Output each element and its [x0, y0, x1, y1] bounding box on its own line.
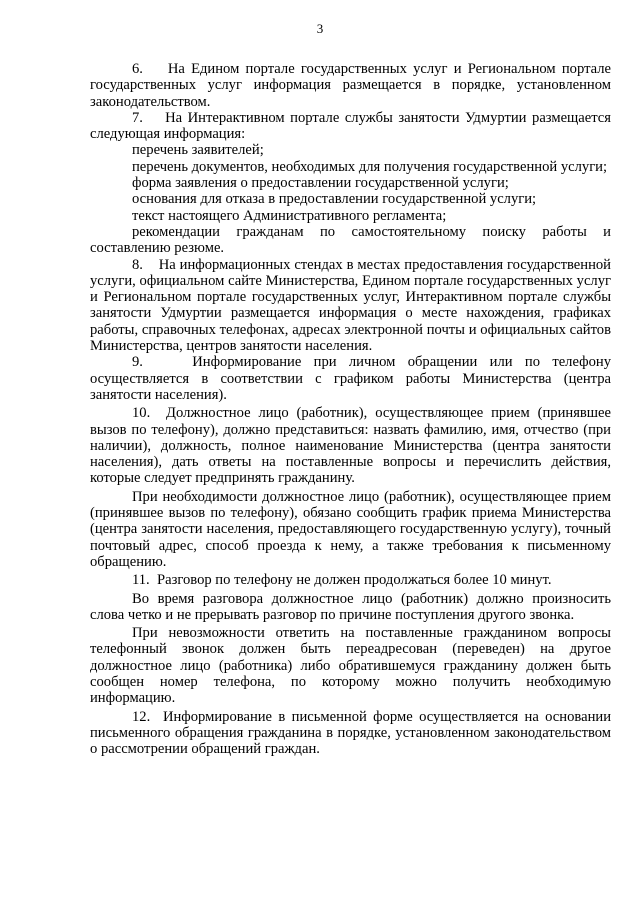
paragraph-11-continued: Во время разговора должностное лицо (работник) должно произносить слова четко и не прерывать разговор по причине поступления другого звонка. [90, 590, 611, 623]
paragraph-10: 10. Должностное лицо (работник), осуществляющее прием (принявшее вызов по телефону), должно представиться: назвать фамилию, имя, отчество (при наличии), должность, полное наименование Министерства (центра занятости населения), дать ответы на поставленные вопросы и перечислить действия, которые следует предпринять гражданину. [90, 405, 611, 487]
paragraph-12: 12. Информирование в письменной форме осуществляется на основании письменного обращения гражданина в порядке, установленном законодательством о рассмотрении обращений граждан. [90, 708, 611, 758]
paragraph-6: 6. На Едином портале государственных услуг и Региональном портале государственных услуг информация размещается в порядке, установленном законодательством. [90, 61, 611, 110]
list-item: перечень документов, необходимых для получения государственной услуги; [132, 158, 608, 175]
paragraph-9: 9. Информирование при личном обращении или по телефону осуществляется в соответствии с графиком работы Министерства (центра занятости населения). [90, 354, 611, 403]
document-body [90, 61, 611, 757]
list-item: перечень заявителей; [132, 142, 264, 159]
list-item: основания для отказа в предоставлении государственной услуги; [132, 191, 537, 208]
paragraph-10-continued: При необходимости должностное лицо (работник), осуществляющее прием (принявшее вызов по телефону), обязано сообщить график приема Министерства (центра занятости населения, предоставляющего государственную услугу), точный почтовый адрес, способ проезда к нему, а также требования к письменному обращению. [90, 488, 611, 570]
list-item: рекомендации гражданам по самостоятельному поиску работы и составлению резюме. [90, 223, 611, 257]
paragraph-11-continued-2: При невозможности ответить на поставленные гражданином вопросы телефонный звонок должен быть переадресован (переведен) на другое должностное лицо (работника) либо обратившемуся гражданину должен быть сообщен номер телефона, по которому можно получить необходимую информацию. [90, 625, 611, 707]
page-number: 3 [316, 21, 324, 36]
paragraph-7: 7. На Интерактивном портале службы занятости Удмуртии размещается следующая информация: [90, 109, 611, 143]
paragraph-8: 8. На информационных стендах в местах предоставления государственной услуги, официальном сайте Министерства, Едином портале государственных услуг и Региональном портале государственных услуг, Интерактивном портале службы занятости Удмуртии размещается информация о месте нахождения, графиках работы, справочных телефонах, адресах электронной почты и официальных сайтов Министерства, центров занятости населения. [90, 256, 611, 355]
list-item: форма заявления о предоставлении государственной услуги; [132, 175, 509, 192]
list-item: текст настоящего Административного регламента; [132, 207, 447, 224]
paragraph-11: 11. Разговор по телефону не должен продолжаться более 10 минут. [132, 572, 552, 589]
